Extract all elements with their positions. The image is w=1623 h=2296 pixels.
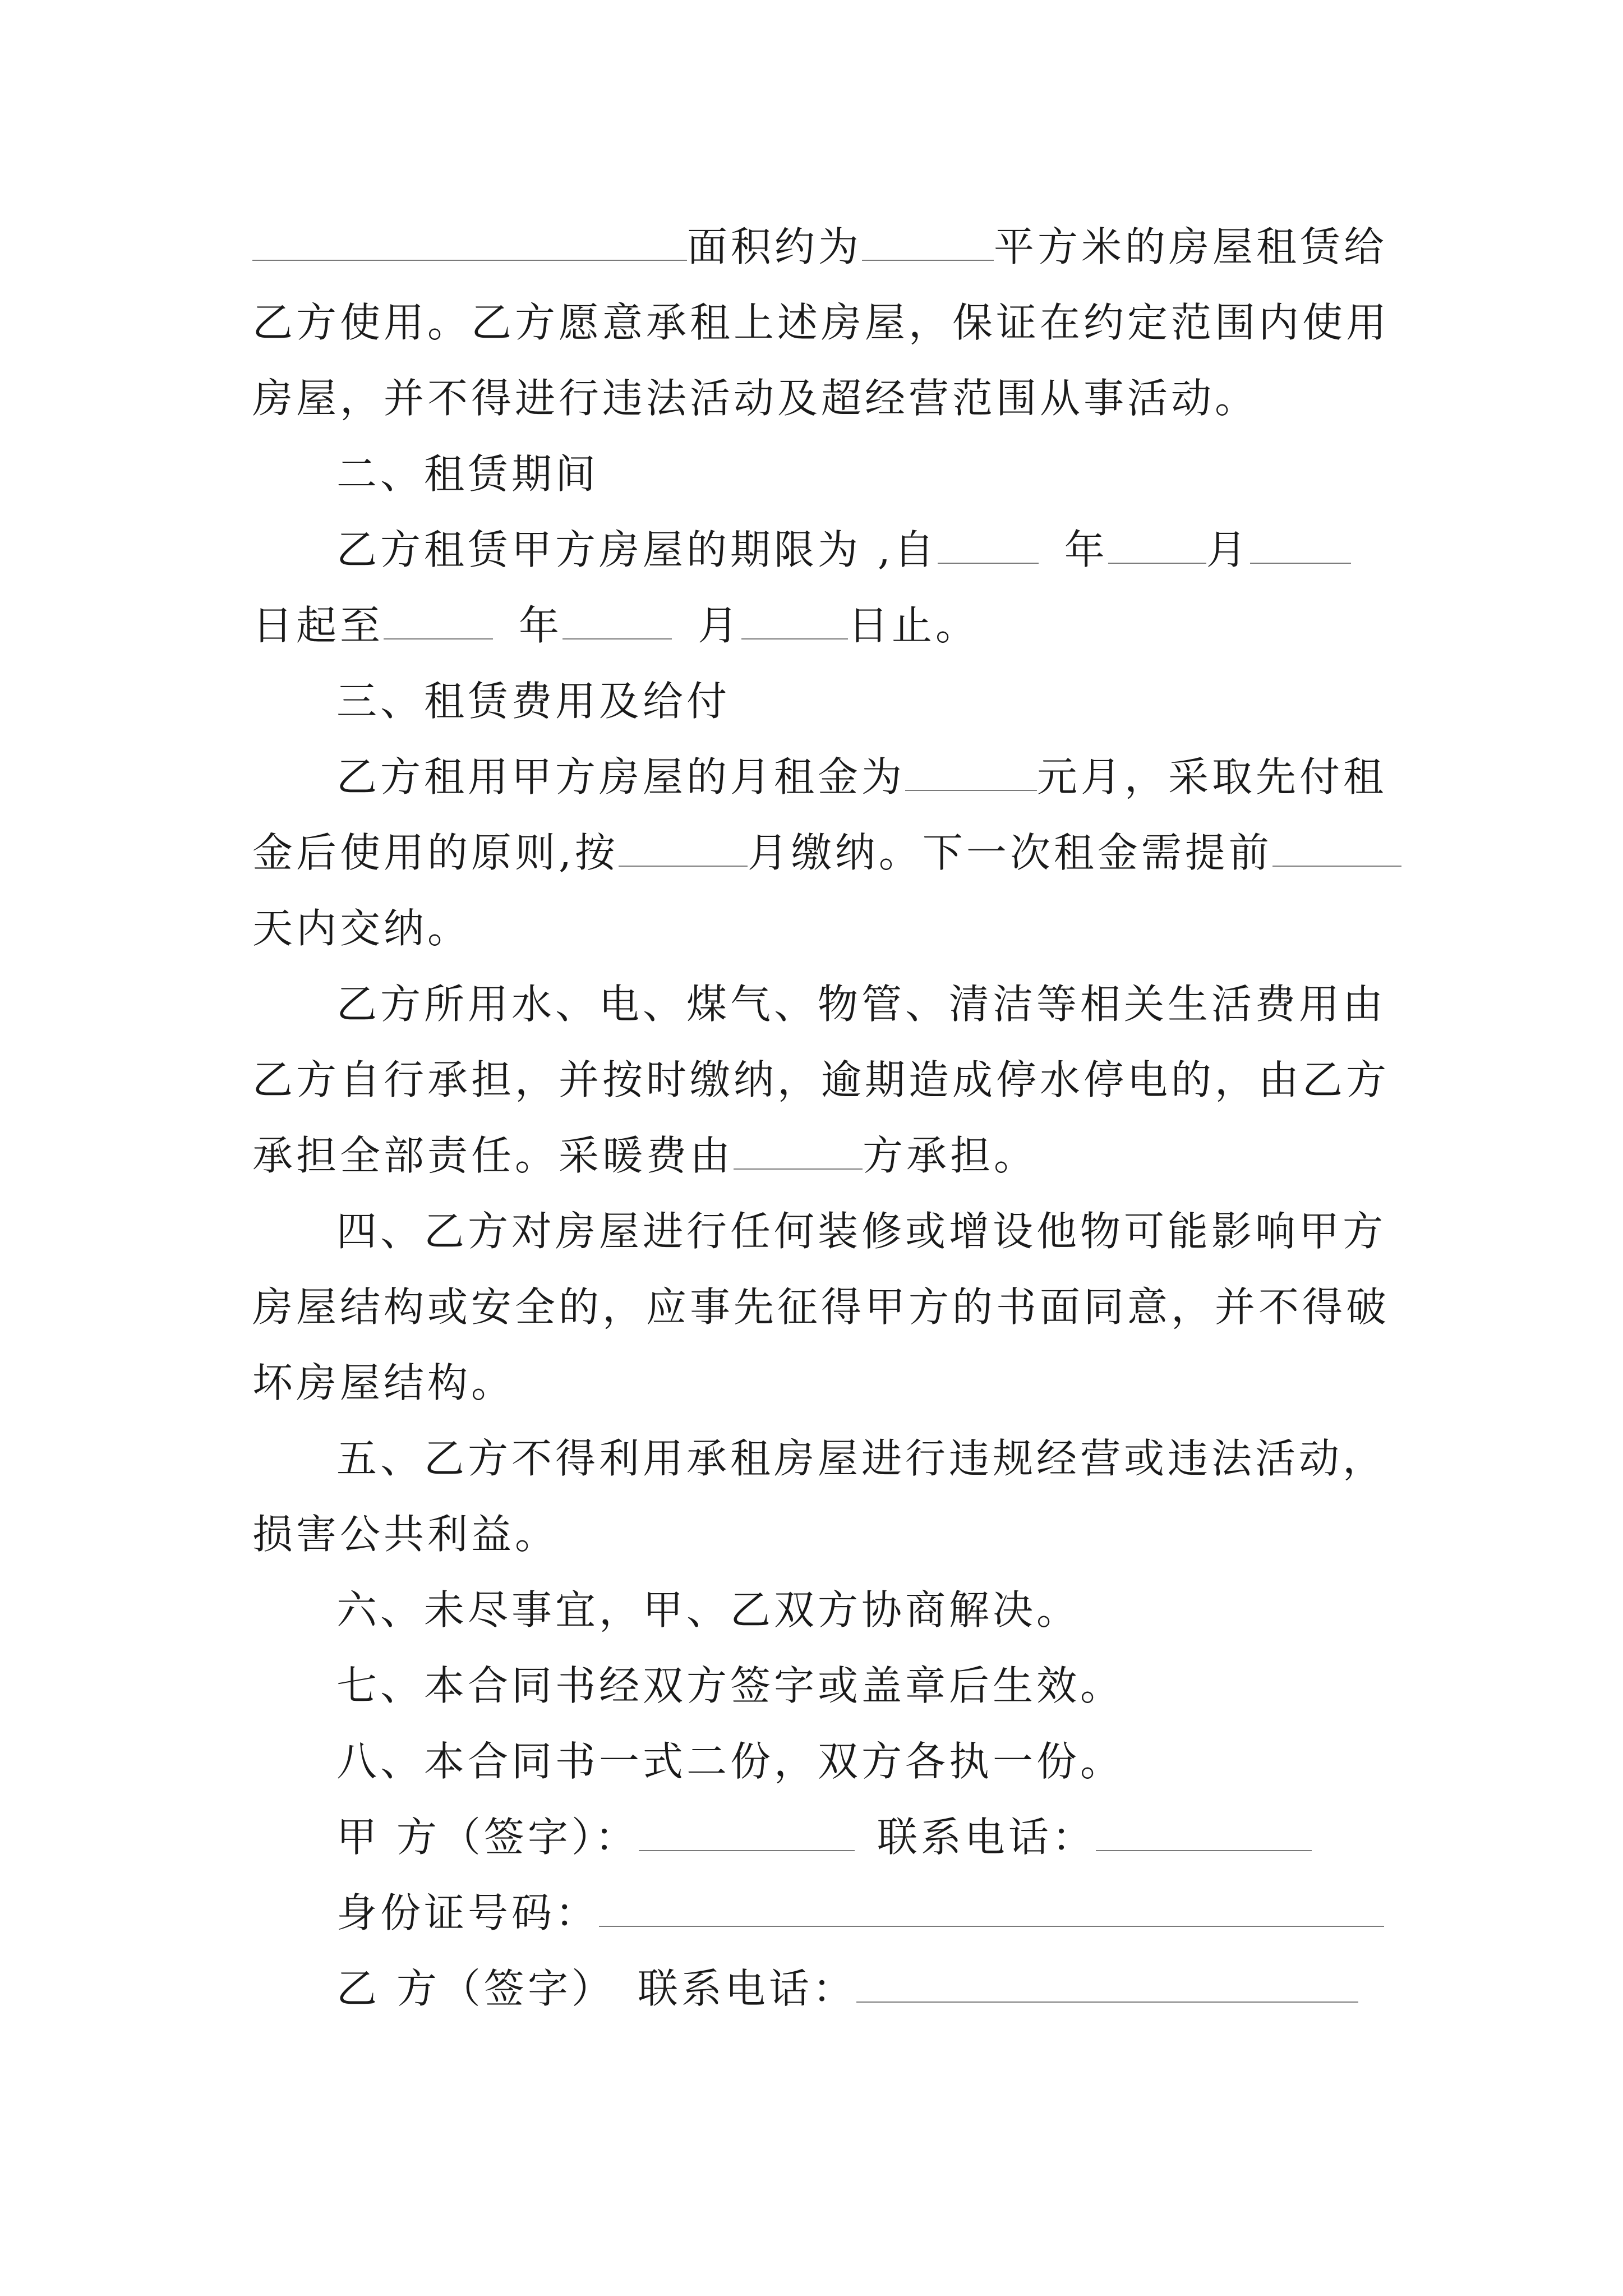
year-label: 年 <box>1064 526 1108 573</box>
party-a-label: 甲 方（签字）： <box>336 1814 639 1861</box>
term-label: 乙方租赁甲方房屋的期限为 ,自 <box>336 526 938 573</box>
area-blank <box>862 219 994 261</box>
heating-suffix: 方承担。 <box>863 1132 1038 1179</box>
advance-days-blank <box>1272 825 1401 867</box>
payment-months-blank <box>619 825 748 867</box>
utilities-line2: 乙方自行承担，并按时缴纳，逾期造成停水停电的，由乙方 <box>252 1056 1390 1103</box>
section5-line1: 五、乙方不得利用承租房屋进行违规经营或违法活动， <box>336 1435 1387 1482</box>
section8: 八、本合同书一式二份，双方各执一份。 <box>336 1738 1124 1785</box>
end-suffix: 日止。 <box>848 602 980 649</box>
heating-party-blank <box>734 1128 863 1170</box>
rent-unit-text: 元月，采取先付租 <box>1037 753 1387 800</box>
section3-line3: 天内交纳。 <box>252 905 472 952</box>
party-a-phone-label: 联系电话： <box>877 1814 1096 1861</box>
para1-line2: 乙方使用。乙方愿意承租上述房屋，保证在约定范围内使用 <box>252 299 1390 346</box>
section4-line2: 房屋结构或安全的，应事先征得甲方的书面同意，并不得破 <box>252 1283 1390 1331</box>
year-label: 年 <box>519 602 563 649</box>
party-b-phone-label: 联系电话： <box>637 1965 856 2012</box>
end-year-blank <box>384 598 493 639</box>
para1-line3: 房屋，并不得进行违法活动及超经营范围从事活动。 <box>252 375 1259 422</box>
section4-line1: 四、乙方对房屋进行任何装修或增设他物可能影响甲方 <box>336 1208 1387 1255</box>
month-label: 月 <box>698 602 742 649</box>
heating-label: 承担全部责任。采暖费由 <box>252 1132 734 1179</box>
party-b-signature-line <box>336 1961 1464 2017</box>
section6: 六、未尽事宜，甲、乙双方协商解决。 <box>336 1586 1081 1634</box>
party-b-phone-blank <box>856 1961 1358 2003</box>
section4-line3: 坏房屋结构。 <box>252 1359 515 1406</box>
payment-label: 金后使用的原则,按 <box>252 829 619 876</box>
section3-line1 <box>336 749 1464 805</box>
end-day-blank <box>741 598 848 639</box>
section3-line2 <box>252 825 1380 881</box>
section5-line2: 损害公共利益。 <box>252 1511 559 1558</box>
party-a-signature-blank <box>639 1810 855 1851</box>
section2-line1 <box>336 522 1464 578</box>
party-a-phone-blank <box>1096 1810 1312 1851</box>
start-day-blank <box>1250 522 1351 564</box>
section2-line2 <box>252 597 1380 654</box>
start-month-blank <box>1108 522 1206 564</box>
para1-line1 <box>252 219 1388 275</box>
area-unit-text: 平方米的房屋租赁给 <box>994 223 1388 270</box>
utilities-line1: 乙方所用水、电、煤气、物管、清洁等相关生活费用由 <box>336 981 1387 1028</box>
month-label: 月 <box>1206 526 1250 573</box>
rent-amount-blank <box>905 749 1037 791</box>
party-a-signature-line <box>336 1809 1464 1865</box>
area-label: 面积约为 <box>687 223 863 270</box>
end-label: 日起至 <box>252 602 384 649</box>
section7: 七、本合同书经双方签字或盖章后生效。 <box>336 1662 1124 1709</box>
section3-heading: 三、租赁费用及给付 <box>336 678 731 725</box>
rent-label: 乙方租用甲方房屋的月租金为 <box>336 753 906 800</box>
address-blank <box>252 219 687 261</box>
id-number-label: 身份证号码： <box>336 1889 600 1936</box>
party-b-label: 乙 方（签字） <box>336 1965 615 2012</box>
id-number-line <box>336 1885 1464 1941</box>
id-number-blank <box>599 1885 1384 1927</box>
end-month-blank <box>562 598 672 639</box>
advance-label: 月缴纳。下一次租金需提前 <box>747 829 1272 876</box>
start-year-blank <box>938 522 1039 564</box>
section2-heading: 二、租赁期间 <box>336 450 600 498</box>
utilities-line3 <box>252 1128 1380 1184</box>
